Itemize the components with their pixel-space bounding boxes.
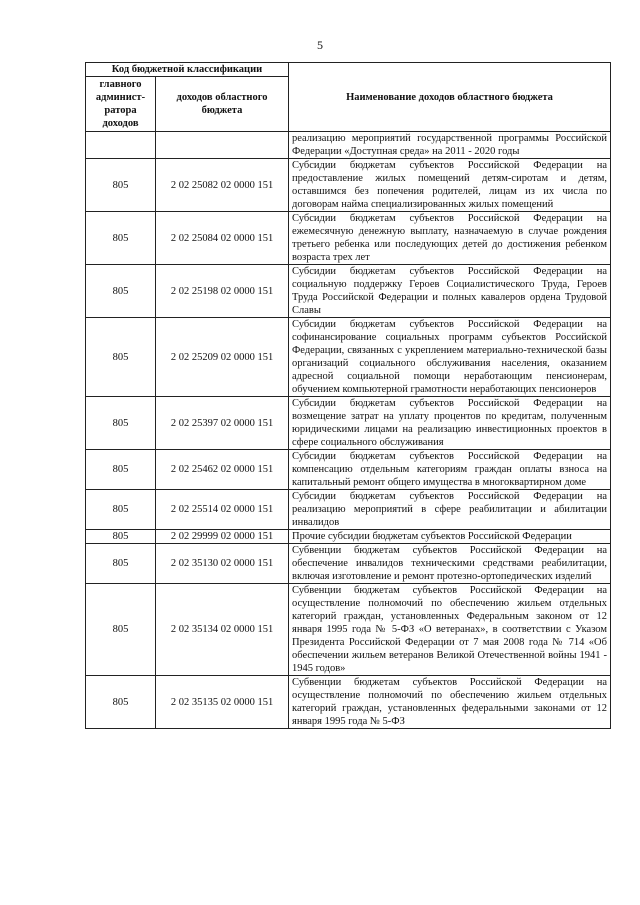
revenue-name-cell: Субсидии бюджетам субъектов Российской Федерации на компенсацию отдельным категориям граждан оплаты взноса на капитальный ремонт общего имущества в многоквартирном доме [289,450,611,490]
table-row [86,397,611,450]
revenue-name-cell: Субсидии бюджетам субъектов Российской Федерации на социальную поддержку Героев Социалистического Труда, Героев Труда Российской Федерации и полных кавалеров ордена Трудовой Славы [289,265,611,318]
table-row [86,530,611,544]
revenue-name-cell: Прочие субсидии бюджетам субъектов Российской Федерации [289,530,611,544]
table-row [86,132,611,159]
table-row [86,676,611,729]
table-row [86,584,611,676]
admin-code-cell [86,132,156,159]
admin-code-cell: 805 [86,265,156,318]
table-row [86,490,611,530]
table-row [86,212,611,265]
admin-code-cell: 805 [86,490,156,530]
revenue-name-cell: Субсидии бюджетам субъектов Российской Федерации на реализацию мероприятий в сфере реабилитации и абилитации инвалидов [289,490,611,530]
admin-code-cell: 805 [86,318,156,397]
admin-code-cell: 805 [86,584,156,676]
admin-code-cell: 805 [86,544,156,584]
revenue-name-cell: Субсидии бюджетам субъектов Российской Федерации на софинансирование социальных программ субъектов Российской Федерации, связанных с укреплением материально-технической базы организаций социального обслуживания населения, оказанием адресной социальной помощи неработающим пенсионерам, обучением компьютерной грамотности неработающих пенсионеров [289,318,611,397]
revenue-name-cell: Субвенции бюджетам субъектов Российской Федерации на осуществление полномочий по обеспечению жильем отдельных категорий граждан, установленных федеральными законами от 12 января 1995 года № 5-ФЗ [289,676,611,729]
revenue-name-cell: Субсидии бюджетам субъектов Российской Федерации на предоставление жилых помещений детям-сиротам и детям, оставшимся без попечения родителей, лицам из их числа по договорам найма специализированных жилых помещений [289,159,611,212]
table-row [86,265,611,318]
revenue-code-cell: 2 02 25198 02 0000 151 [156,265,289,318]
table-row [86,159,611,212]
admin-code-cell: 805 [86,397,156,450]
revenue-code-cell: 2 02 25082 02 0000 151 [156,159,289,212]
page-number: 5 [317,38,323,52]
revenue-code-cell: 2 02 25462 02 0000 151 [156,450,289,490]
table-row [86,544,611,584]
revenue-code-cell: 2 02 29999 02 0000 151 [156,530,289,544]
revenue-name-cell: Субсидии бюджетам субъектов Российской Федерации на возмещение затрат на уплату процентов по кредитам, полученным юридическими лицами на реализацию инвестиционных проектов в сфере социального обслуживания [289,397,611,450]
admin-code-cell: 805 [86,212,156,265]
revenue-code-cell: 2 02 25514 02 0000 151 [156,490,289,530]
revenue-code-cell: 2 02 35130 02 0000 151 [156,544,289,584]
budget-table [85,62,611,729]
header-code: доходов областного бюджета [156,77,289,132]
revenue-name-cell: Субвенции бюджетам субъектов Российской Федерации на осуществление полномочий по обеспечению жильем отдельных категорий граждан, установленных Федеральным законом от 12 января 1995 года № 5-ФЗ «О ветеранах», в соответствии с Указом Президента Российской Федерации от 7 мая 2008 года № 714 «Об обеспечении жильем ветеранов Великой Отечественной войны 1941 - 1945 годов» [289,584,611,676]
header-name: Наименование доходов областного бюджета [289,63,611,132]
revenue-name-cell: реализацию мероприятий государственной программы Российской Федерации «Доступная среда» на 2011 - 2020 годы [289,132,611,159]
revenue-code-cell: 2 02 35134 02 0000 151 [156,584,289,676]
header-admin: главного админист-ратора доходов [86,77,156,132]
admin-code-cell: 805 [86,530,156,544]
revenue-code-cell: 2 02 25084 02 0000 151 [156,212,289,265]
admin-code-cell: 805 [86,676,156,729]
header-budget-code: Код бюджетной классификации [86,63,289,77]
table-row [86,450,611,490]
revenue-code-cell: 2 02 25209 02 0000 151 [156,318,289,397]
revenue-name-cell: Субвенции бюджетам субъектов Российской Федерации на обеспечение инвалидов техническими средствами реабилитации, включая изготовление и ремонт протезно-ортопедических изделий [289,544,611,584]
revenue-code-cell: 2 02 35135 02 0000 151 [156,676,289,729]
revenue-code-cell [156,132,289,159]
revenue-name-cell: Субсидии бюджетам субъектов Российской Федерации на ежемесячную денежную выплату, назначаемую в случае рождения третьего ребенка или последующих детей до достижения ребенком возраста трех лет [289,212,611,265]
admin-code-cell: 805 [86,159,156,212]
table-row [86,318,611,397]
admin-code-cell: 805 [86,450,156,490]
revenue-code-cell: 2 02 25397 02 0000 151 [156,397,289,450]
